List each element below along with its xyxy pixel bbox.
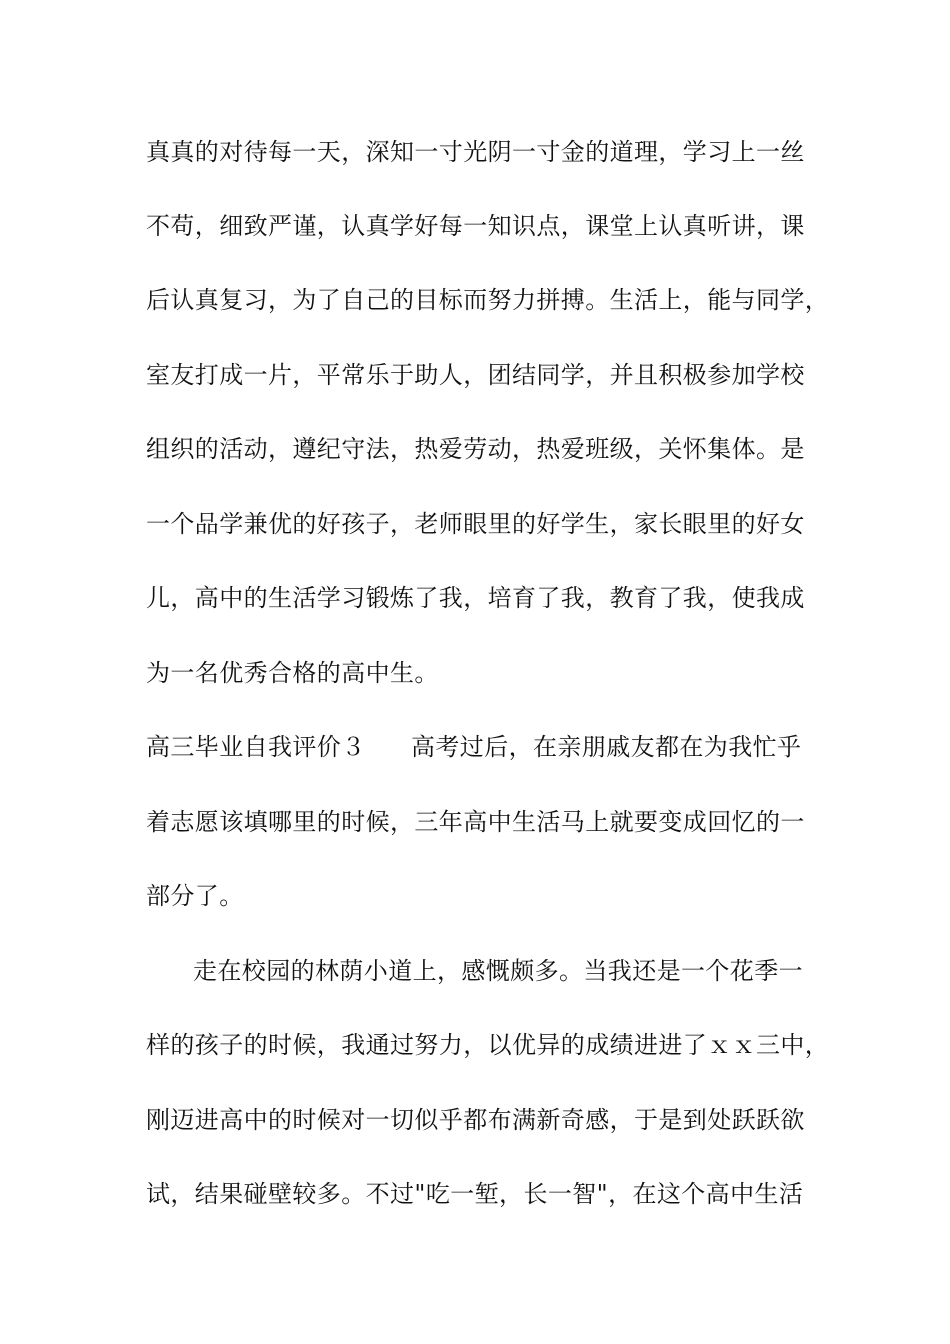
section-first-line: 高考过后，在亲朋戚友都在为我忙乎 (411, 733, 802, 761)
text-line: 组织的活动，遵纪守法，热爱劳动，热爱班级，关怀集体。是 (146, 435, 805, 463)
text-line: 室友打成一片，平常乐于助人，团结同学，并且积极参加学校 (146, 361, 805, 389)
text-line: 后认真复习，为了自己的目标而努力拼搏。生活上，能与同学， (146, 286, 830, 314)
text-line: 刚迈进高中的时候对一切似乎都布满新奇感，于是到处跃跃欲 (146, 1106, 805, 1134)
section-heading: 高三毕业自我评价３ (146, 733, 366, 761)
paragraph-first-line: 走在校园的林荫小道上，感慨颇多。当我还是一个花季一 (193, 957, 803, 985)
text-line: 为一名优秀合格的高中生。 (146, 659, 439, 687)
text-line: 样的孩子的时候，我通过努力，以优异的成绩进进了ｘｘ三中， (146, 1031, 830, 1059)
text-line: 一个品学兼优的好孩子，老师眼里的好学生，家长眼里的好女 (146, 510, 805, 538)
text-line: 着志愿该填哪里的时候，三年高中生活马上就要变成回忆的一 (146, 808, 805, 836)
text-line: 试，结果碰壁较多。不过"吃一堑，长一智"，在这个高中生活 (146, 1180, 804, 1208)
text-line: 部分了。 (146, 882, 244, 910)
text-line: 儿，高中的生活学习锻炼了我，培育了我，教育了我，使我成 (146, 584, 805, 612)
text-line: 不苟，细致严谨，认真学好每一知识点，课堂上认真听讲，课 (146, 212, 805, 240)
text-line: 真真的对待每一天，深知一寸光阴一寸金的道理，学习上一丝 (146, 138, 805, 166)
section-heading-line (146, 732, 846, 762)
